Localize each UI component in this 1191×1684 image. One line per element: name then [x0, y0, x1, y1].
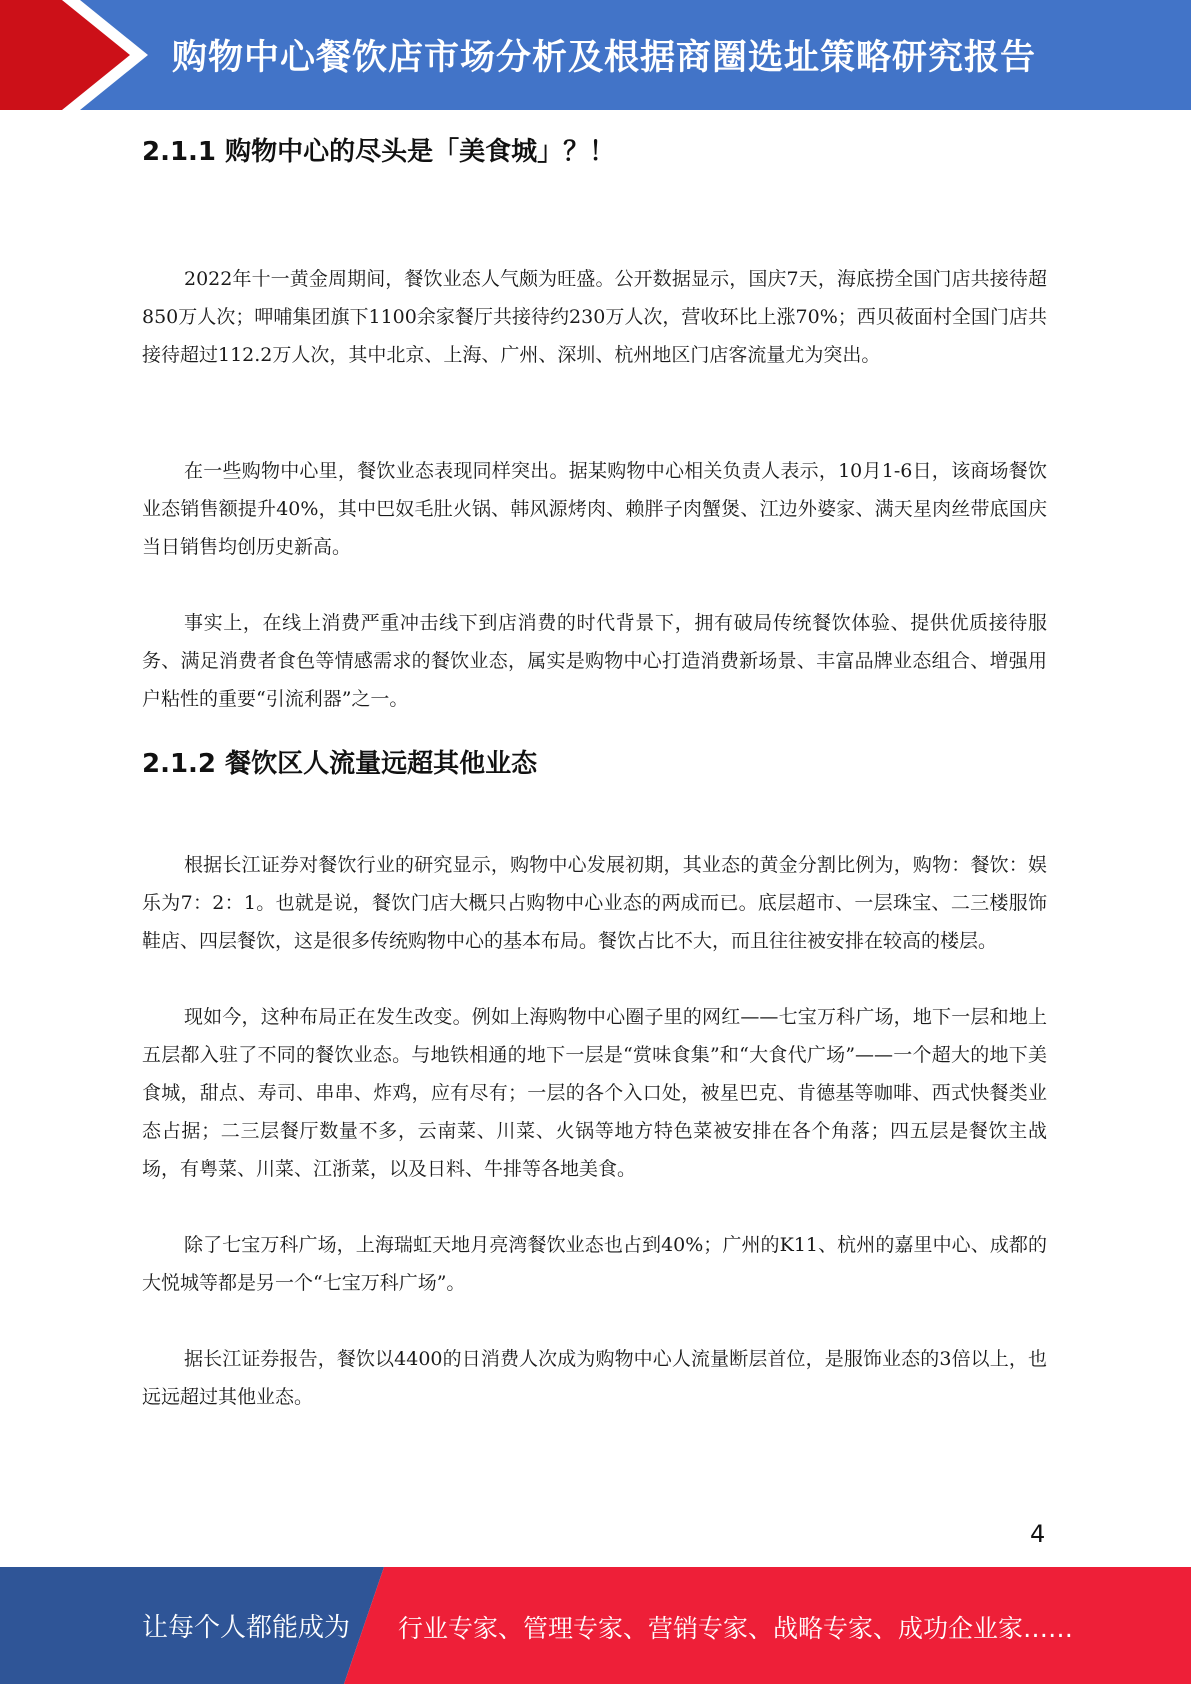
- section-heading-2-1-1: 2.1.1 购物中心的尽头是「美食城」？！: [142, 137, 616, 167]
- paragraph: 2022年十一黄金周期间，餐饮业态人气颇为旺盛。公开数据显示，国庆7天，海底捞全国门店共接待超850万人次；呷哺集团旗下1100余家餐厅共接待约230万人次，营收环比上涨70%；西贝莜面村全国门店共接待超过112.2万人次，其中北京、上海、广州、深圳、杭州地区门店客流量尤为突出。: [142, 268, 1047, 366]
- main-content: [142, 128, 1047, 1416]
- page-number: 4: [1030, 1520, 1046, 1548]
- paragraph: 现如今，这种布局正在发生改变。例如上海购物中心圈子里的网红——七宝万科广场，地下一层和地上五层都入驻了不同的餐饮业态。与地铁相通的地下一层是“赏味食集”和“大食代广场”——一个超大的地下美食城，甜点、寿司、串串、炸鸡，应有尽有；一层的各个入口处，被星巴克、肯德基等咖啡、西式快餐类业态占据；二三层餐厅数量不多，云南菜、川菜、火锅等地方特色菜被安排在各个角落；四五层是餐饮主战场，有粤菜、川菜、江浙菜，以及日料、牛排等各地美食。: [142, 1006, 1047, 1180]
- footer-slogan-left: 让每个人都能成为: [142, 1613, 351, 1643]
- paragraph: 事实上，在线上消费严重冲击线下到店消费的时代背景下，拥有破局传统餐饮体验、提供优质接待服务、满足消费者食色等情感需求的餐饮业态，属实是购物中心打造消费新场景、丰富品牌业态组合、增强用户粘性的重要“引流利器”之一。: [142, 612, 1047, 710]
- paragraph: 根据长江证券对餐饮行业的研究显示，购物中心发展初期，其业态的黄金分割比例为，购物：餐饮：娱乐为7：2：1。也就是说，餐饮门店大概只占购物中心业态的两成而已。底层超市、一层珠宝、二三楼服饰鞋店、四层餐饮，这是很多传统购物中心的基本布局。餐饮占比不大，而且往往被安排在较高的楼层。: [142, 854, 1047, 952]
- footer-banner: [0, 1567, 1191, 1684]
- paragraph: 据长江证券报告，餐饮以4400的日消费人次成为购物中心人流量断层首位，是服饰业态的3倍以上，也远远超过其他业态。: [142, 1348, 1047, 1408]
- paragraph: 在一些购物中心里，餐饮业态表现同样突出。据某购物中心相关负责人表示，10月1-6日，该商场餐饮业态销售额提升40%，其中巴奴毛肚火锅、韩风源烤肉、赖胖子肉蟹煲、江边外婆家、满天星肉丝带底国庆当日销售均创历史新高。: [142, 460, 1047, 558]
- report-title: 购物中心餐饮店市场分析及根据商圈选址策略研究报告: [172, 38, 1037, 78]
- paragraph: 除了七宝万科广场，上海瑞虹天地月亮湾餐饮业态也占到40%；广州的K11、杭州的嘉里中心、成都的大悦城等都是另一个“七宝万科广场”。: [142, 1234, 1047, 1294]
- header-banner: [0, 0, 1191, 110]
- section-heading-2-1-2: 2.1.2 餐饮区人流量远超其他业态: [142, 749, 538, 779]
- footer-slogan-right: 行业专家、管理专家、营销专家、战略专家、成功企业家……: [398, 1614, 1074, 1643]
